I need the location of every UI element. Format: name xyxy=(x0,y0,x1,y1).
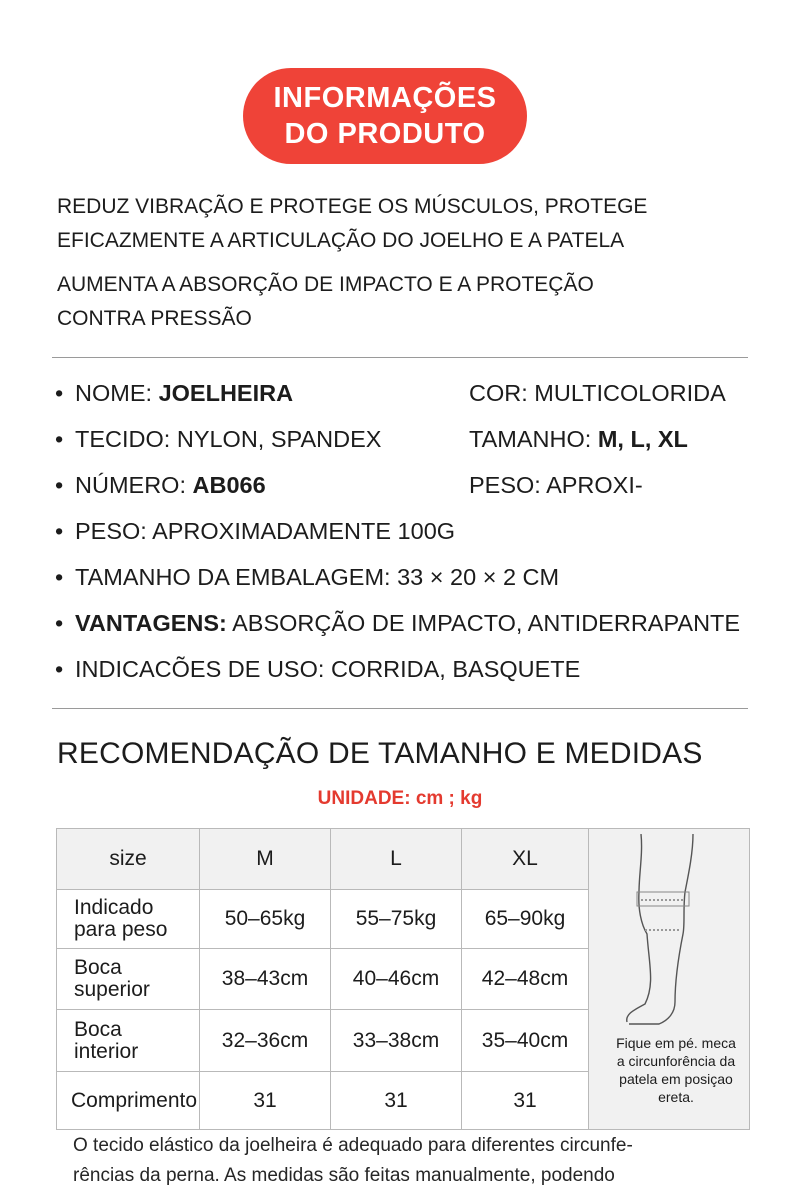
spec-peso-label: PESO: xyxy=(75,518,147,544)
header-cell-xl: XL xyxy=(462,829,589,890)
cell-comprimento-l: 31 xyxy=(331,1072,462,1130)
figure-caption-line2: a circunforência da xyxy=(616,1053,736,1069)
bullet: • xyxy=(55,564,64,590)
cell-comprimento-xl: 31 xyxy=(462,1072,589,1130)
intro-p1-line1: REDUZ VIBRAÇÃO E PROTEGE OS MÚSCULOS, PROTEGE xyxy=(57,195,648,218)
spec-vantagens xyxy=(55,608,741,638)
spec-numero-value: AB066 xyxy=(192,472,266,498)
spec-cor-value: MULTICOLORIDA xyxy=(534,380,726,406)
bullet: • xyxy=(55,426,64,452)
row-label-boca-interior xyxy=(57,1010,200,1072)
intro-p2-line2: CONTRA PRESSÃO xyxy=(57,307,252,330)
spec-vantagens-value: ABSORÇÃO DE IMPACTO, ANTIDERRAPANTE xyxy=(232,610,741,636)
row-label-peso xyxy=(57,890,200,949)
intro-p1-line2: EFICAZMENTE A ARTICULAÇÃO DO JOELHO E A PATELA xyxy=(57,229,625,252)
spec-embalagem-label: TAMANHO DA EMBALAGEM: xyxy=(75,564,391,590)
cell-peso-xl: 65–90kg xyxy=(462,890,589,949)
spec-cor xyxy=(469,378,726,408)
spec-tamanho-value: M, L, XL xyxy=(597,426,688,452)
figure-caption-line4: ereta. xyxy=(658,1089,694,1105)
cell-superior-xl: 42–48cm xyxy=(462,949,589,1010)
spec-numero xyxy=(55,470,266,500)
measurement-figure xyxy=(589,829,750,1130)
cell-superior-l: 40–46cm xyxy=(331,949,462,1010)
spec-nome xyxy=(55,378,294,408)
cell-comprimento-m: 31 xyxy=(200,1072,331,1130)
header-cell-l: L xyxy=(331,829,462,890)
spec-tecido-label: TECIDO: xyxy=(75,426,171,452)
spec-tecido xyxy=(55,424,382,454)
row-label-line2: para peso xyxy=(74,918,168,941)
spec-nome-value: JOELHEIRA xyxy=(158,380,294,406)
spec-numero-label: NÚMERO: xyxy=(75,472,186,498)
intro-paragraph-2 xyxy=(57,268,757,336)
row-label-boca-superior xyxy=(57,949,200,1010)
footer-note xyxy=(73,1131,753,1191)
spec-indicacoes-label: INDICACÕES DE USO: xyxy=(75,656,325,682)
leg-outline-back xyxy=(627,834,651,1022)
cell-superior-m: 38–43cm xyxy=(200,949,331,1010)
row-label-comprimento: Comprimento xyxy=(57,1072,200,1130)
spec-peso xyxy=(55,516,456,546)
spec-tamanho-label: TAMANHO: xyxy=(469,426,592,452)
cell-interior-xl: 35–40cm xyxy=(462,1010,589,1072)
header-cell-size: size xyxy=(57,829,200,890)
cell-peso-l: 55–75kg xyxy=(331,890,462,949)
badge-title-line1: INFORMAÇÕES xyxy=(273,82,497,114)
size-section-title: RECOMENDAÇÃO DE TAMANHO E MEDIDAS xyxy=(57,737,703,770)
intro-paragraph-1 xyxy=(57,190,757,258)
spec-vantagens-label: VANTAGENS: xyxy=(75,610,227,636)
bullet: • xyxy=(55,472,64,498)
footer-line1: O tecido elástico da joelheira é adequado para diferentes circunfe- xyxy=(73,1135,633,1156)
row-label-line2: interior xyxy=(74,1039,139,1063)
spec-tamanho xyxy=(469,424,688,454)
divider-top xyxy=(52,357,748,358)
spec-indicacoes-value: CORRIDA, BASQUETE xyxy=(330,656,581,682)
bullet: • xyxy=(55,380,64,406)
row-label-line2: superior xyxy=(74,978,150,1001)
spec-cor-label: COR: xyxy=(469,380,528,406)
cell-peso-m: 50–65kg xyxy=(200,890,331,949)
spec-peso-short-text: PESO: APROXI- xyxy=(469,472,643,498)
unit-label: UNIDADE: cm ; kg xyxy=(317,788,483,809)
row-label-line1: Boca xyxy=(74,1017,122,1041)
spec-embalagem xyxy=(55,562,560,592)
figure-caption-line3: patela em posiçao xyxy=(619,1071,733,1087)
header-cell-m: M xyxy=(200,829,331,890)
row-label-line1: Indicado xyxy=(74,896,154,919)
spec-peso-short xyxy=(469,470,643,500)
spec-nome-label: NOME: xyxy=(75,380,153,406)
spec-embalagem-value: 33 × 20 × 2 CM xyxy=(397,564,560,590)
badge-title-line2: DO PRODUTO xyxy=(284,118,486,150)
bullet: • xyxy=(55,518,64,544)
cell-interior-m: 32–36cm xyxy=(200,1010,331,1072)
figure-caption xyxy=(601,1034,751,1106)
spec-tecido-value: NYLON, SPANDEX xyxy=(176,426,382,452)
size-table xyxy=(56,828,750,1130)
bullet: • xyxy=(55,656,64,682)
table-header-row xyxy=(57,829,750,890)
intro-p2-line1: AUMENTA A ABSORÇÃO DE IMPACTO E A PROTEÇÃO xyxy=(57,273,594,296)
divider-middle xyxy=(52,708,748,709)
footer-line2: rências da perna. As medidas são feitas manualmente, podendo xyxy=(73,1165,615,1186)
spec-indicacoes xyxy=(55,654,581,684)
product-info-badge xyxy=(243,68,527,164)
spec-peso-value: APROXIMADAMENTE 100G xyxy=(152,518,456,544)
cell-interior-l: 33–38cm xyxy=(331,1010,462,1072)
figure-caption-line1: Fique em pé. meca xyxy=(616,1035,736,1051)
bullet: • xyxy=(55,610,64,636)
row-label-line1: Boca xyxy=(74,956,122,979)
